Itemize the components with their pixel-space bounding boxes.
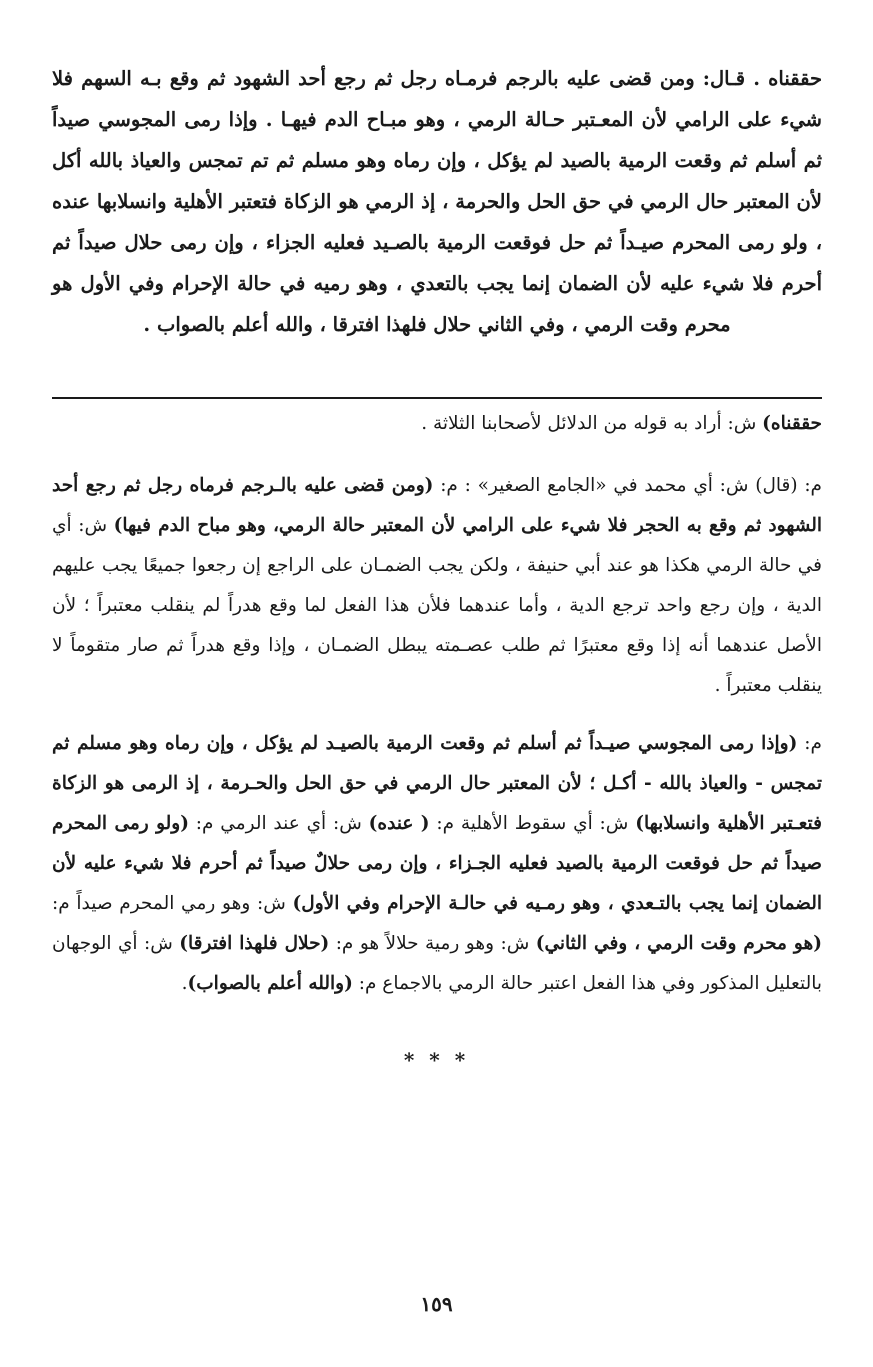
page-number: ١٥٩ — [420, 1292, 453, 1316]
commentary-p3-quote-4: (هو محرم وقت الرمي ، وفي الثاني) — [535, 933, 822, 954]
footnote-separator-rule — [52, 397, 822, 399]
commentary-p3-quote-5: (حلال فلهذا افترقا) — [179, 933, 330, 954]
commentary-p2-quote: (ومن قضى عليه بالـرجم فرماه رجل ثم رجع أحد الشهود ثم وقع به الحجر فلا شيء على الرامي لأن المعتبر حالة الرمي، وهو مباح الدم فيها) — [52, 475, 822, 536]
commentary-p3-g: ش: وهو رمي المحرم صيداً م: — [52, 893, 293, 914]
commentary-p2-a: م: (قال) ش: أي محمد في «الجامع الصغير» : م: — [433, 475, 823, 496]
section-separator-stars: * * * — [403, 1048, 470, 1072]
commentary-p3-c: ش: أي سقوط الأهلية م: — [429, 813, 636, 834]
commentary-p3-k: ش: أي الوجهان بالتعليل المذكور وفي هذا الفعل اعتبر حالة الرمي بالاجماع م: — [52, 933, 822, 994]
commentary-p3-i: ش: وهو رمية حلالاً هو م: — [329, 933, 536, 954]
commentary-p3-e: ش: أي عند الرمي م: — [188, 813, 369, 834]
commentary-p3-quote-6: (والله أعلم بالصواب) — [187, 973, 353, 994]
commentary-paragraph-3 — [52, 724, 822, 1004]
commentary-p3-a: م: — [797, 733, 822, 754]
commentary-p3-quote-2: ( عنده) — [368, 813, 430, 834]
commentary-p1-text: ش: أراد به قوله من الدلائل لأصحابنا الثلاثة . — [421, 413, 763, 434]
commentary-p1-lemma: حققناه) — [762, 413, 822, 434]
commentary-p3-quote-3: (ولو رمى المحرم صيداً ثم حل فوقعت الرمية بالصيد فعليه الجـزاء ، وإن رمى حلالٌ صيداً ثم أحرم فلا شيء عليه لأن الضمان إنما يجب بالتـعدي ، وهو رمـيه في حالـة الإحرام وفي الأول) — [52, 813, 822, 914]
commentary-p3-quote-1: (وإذا رمى المجوسي صيـداً ثم أسلم ثم وقعت الرمية بالصيـد لم يؤكل ، وإن رماه وهو مسلم ثم تمجس - والعياذ بالله - أكـل ؛ لأن المعتبر حال الرمي في حق الحل والحـرمة ، إذ الرمى هو الزكاة فتعـتبر الأهلية وانسلابها) — [52, 733, 822, 834]
commentary-block — [52, 404, 822, 1022]
commentary-p3-m: . — [181, 973, 188, 994]
commentary-p2-c: ش: أي في حالة الرمي هكذا هو عند أبي حنيفة ، ولكن يجب الضمـان على الراجع إن رجعوا جميعًا يجب عليهم الدية ، وإن رجع واحد ترجع الدية ، وأما عندهما فلأن هذا الفعل لما وقع هدراً لم ينقلب معتبراً ؛ لأن الأصل عندهما أنه إذا وقع معتبرًا ثم طلب عصـمته يبطل الضمـان ، وإذا وقع هدراً ثم صار متقوماً لا ينقلب معتبراً . — [52, 515, 822, 696]
main-text-block: حققناه . قـال: ومن قضى عليه بالرجم فرمـاه رجل ثم رجع أحد الشهود ثم وقع بـه السهم فلا شيء على الرامي لأن المعـتبر حـالة الرمي ، وهو مبـاح الدم فيهـا . وإذا رمى المجوسي صيداً ثم أسلم ثم وقعت الرمية بالصيد لم يؤكل ، وإن رماه وهو مسلم ثم تم تمجس والعياذ بالله أكل لأن المعتبر حال الرمي في حق الحل والحرمة ، إذ الرمي هو الزكاة فتعتبر الأهلية وانسلابها عنده ، ولو رمى المحرم صيـداً ثم حل فوقعت الرمية بالصـيد فعليه الجزاء ، وإن رمى حلال صيداً ثم أحرم فلا شيء عليه لأن الضمان إنما يجب بالتعدي ، وهو رميه في حالة الإحرام وفي الأول هو محرم وقت الرمي ، وفي الثاني حلال فلهذا افترقا ، والله أعلم بالصواب . — [52, 67, 822, 336]
commentary-paragraph-1 — [52, 404, 822, 444]
commentary-paragraph-2 — [52, 466, 822, 706]
